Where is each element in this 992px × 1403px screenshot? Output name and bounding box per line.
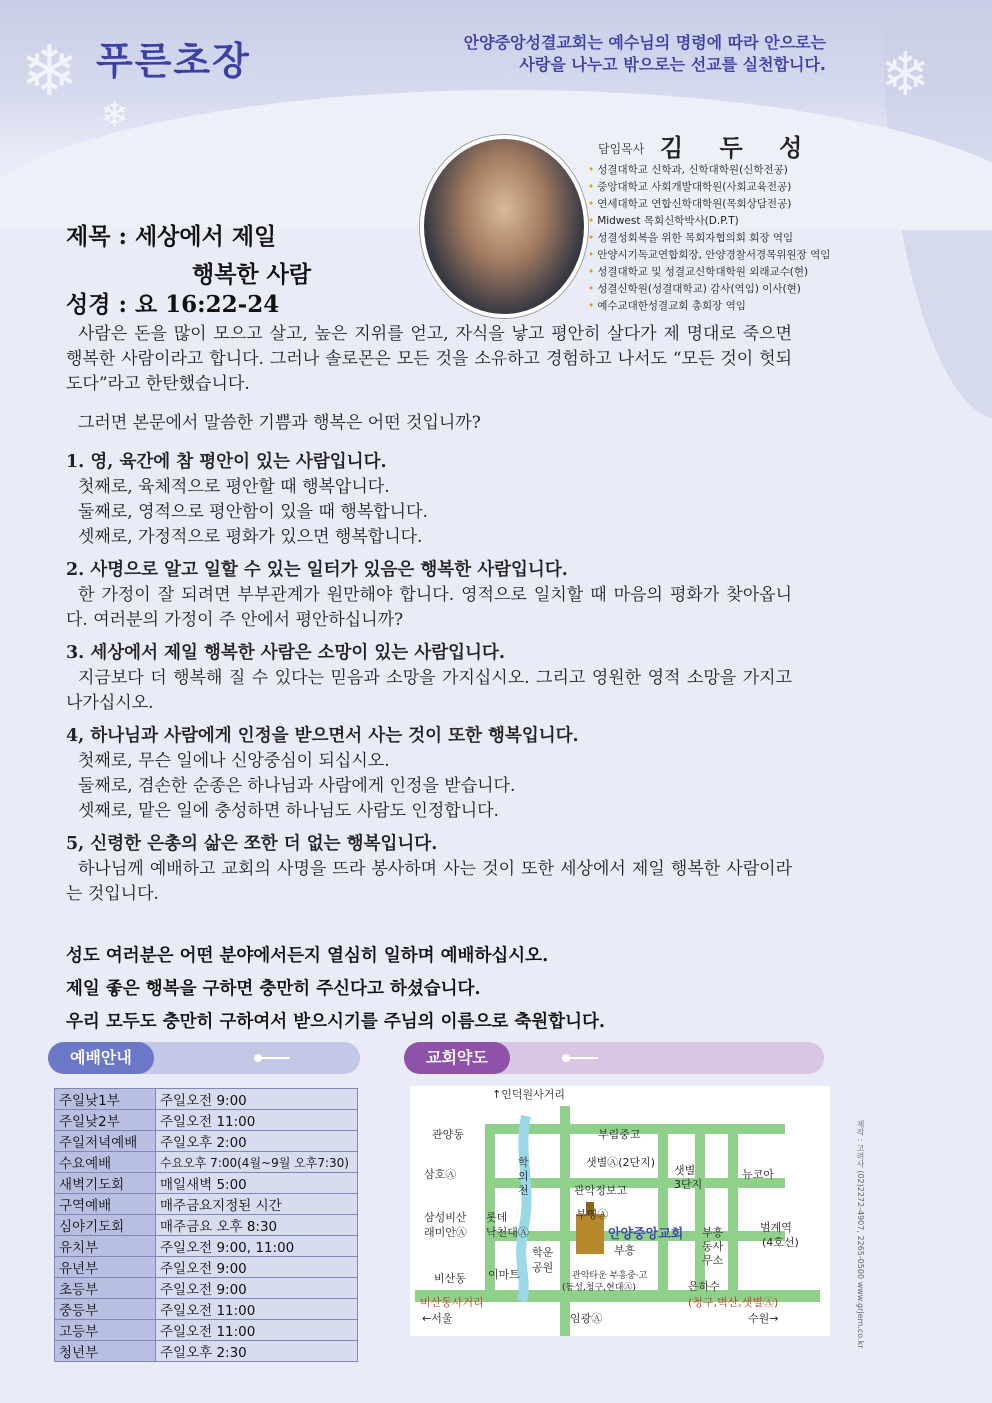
service-name: 초등부: [55, 1278, 156, 1299]
point-line: 둘째로, 영적으로 평안함이 있을 때 행복합니다.: [78, 502, 428, 522]
table-row: [55, 1131, 358, 1152]
pastor-label: 담임목사: [598, 142, 645, 156]
map-label: (4호선): [762, 1236, 799, 1249]
credential-item: • 성결신학원(성결대학교) 감사(역임) 이사(현): [588, 281, 888, 298]
worship-section-bar: [48, 1042, 360, 1074]
map-label: 부림중고: [598, 1128, 641, 1141]
pastor-photo: [420, 135, 588, 318]
credential-item: • Midwest 목회신학박사(D.P.T): [588, 213, 888, 230]
sermon-scripture: 성경 : 요 16:22-24: [66, 291, 280, 318]
map-label: 무소: [702, 1254, 724, 1267]
point-line: 셋째로, 가정적으로 평화가 있으면 행복합니다.: [78, 527, 423, 547]
point-body: 한 가정이 잘 되려면 부부관계가 원만해야 합니다. 영적으로 일치할 때 마음의 평화가 찾아옵니다. 여러분의 가정이 주 안에서 평안하십니까?: [66, 585, 792, 630]
point-line: 둘째로, 겸손한 순종은 하나님과 사람에게 인정을 받습니다.: [78, 776, 516, 796]
point-heading: 4, 하나님과 사람에게 인정을 받으면서 사는 것이 또한 행복입니다.: [66, 726, 579, 746]
map-label: 비산동사거리: [420, 1296, 484, 1309]
map-label: 부흥: [614, 1244, 636, 1257]
church-motto: [464, 32, 826, 76]
map-label: 관악정보고: [574, 1184, 628, 1197]
service-time: 매주금요지정된 시간: [156, 1194, 358, 1215]
service-time: 주일오후 2:00: [156, 1131, 358, 1152]
worship-heading: 예배안내: [48, 1042, 154, 1074]
motto-line: 안양중앙성결교회는 예수님의 명령에 따라 안으로는: [463, 33, 826, 52]
service-name: 새벽기도회: [55, 1173, 156, 1194]
point-line: 첫째로, 무슨 일에나 신앙중심이 되십시오.: [78, 751, 390, 771]
service-name: 유년부: [55, 1257, 156, 1278]
pastor-name: 김 두 성: [660, 134, 817, 162]
map-label: 관양동: [432, 1128, 464, 1141]
service-time: 매주금요 오후 8:30: [156, 1215, 358, 1236]
map-label: 관악타운 부흥중·고: [572, 1271, 648, 1281]
printer-credit: 제작 : 고려사 (02)2272-4907, 2265-0500 www.grjem.co.kr: [856, 1120, 865, 1349]
map-label: 삼성비산: [424, 1211, 467, 1224]
map-heading: 교회약도: [404, 1042, 510, 1074]
pastor-credentials: [588, 162, 888, 315]
map-label: 뉴코아: [742, 1168, 774, 1181]
motto-line: 사랑을 나누고 밖으로는 선교를 실천합니다.: [519, 55, 826, 74]
map-label: 의: [518, 1170, 529, 1183]
service-time: 주일오전 9:00, 11:00: [156, 1236, 358, 1257]
road: [560, 1106, 570, 1336]
map-label: 부영Ⓐ: [576, 1208, 609, 1221]
table-row: [55, 1089, 358, 1110]
service-name: 유치부: [55, 1236, 156, 1257]
table-row: [55, 1341, 358, 1362]
point-body: 지금보다 더 행복해 질 수 있다는 믿음과 소망을 가지십시오. 그리고 영원한 영적 소망을 가지고 나가십시오.: [66, 668, 792, 713]
worship-schedule-table: [54, 1088, 358, 1362]
table-row: [55, 1257, 358, 1278]
service-time: 주일오전 11:00: [156, 1299, 358, 1320]
map-label: 샛별Ⓐ(2단지): [586, 1156, 656, 1169]
credential-item: • 연세대학교 연합신학대학원(목회상담전공): [588, 196, 888, 213]
map-label: 3단지: [674, 1178, 703, 1191]
credential-item: • 안양시기독교연합회장, 안양경찰서경목위원장 역임: [588, 247, 888, 264]
snowflake-icon: ❄: [100, 95, 129, 135]
service-time: 주일오전 9:00: [156, 1089, 358, 1110]
map-label: 학: [518, 1156, 529, 1169]
bullet-line-icon: [566, 1057, 598, 1059]
map-label: 삼호Ⓐ: [424, 1168, 457, 1181]
map-label: 부흥: [702, 1226, 724, 1239]
table-row: [55, 1320, 358, 1341]
table-row: [55, 1236, 358, 1257]
point-body: 하나님께 예배하고 교회의 사명을 뜨라 봉사하며 사는 것이 또한 세상에서 제일 행복한 사람이라는 것입니다.: [66, 859, 792, 904]
service-name: 주일낮1부: [55, 1089, 156, 1110]
bulletin-brand-title: 푸른초장: [96, 39, 251, 83]
point-heading: 3. 세상에서 제일 행복한 사람은 소망이 있는 사람입니다.: [66, 643, 505, 663]
map-label: 은하수: [688, 1280, 720, 1293]
point-line: 첫째로, 육체적으로 평안할 때 행복압니다.: [78, 477, 390, 497]
sermon-question: 그러면 본문에서 말씀한 기쁨과 행복은 어떤 것입니까?: [78, 413, 481, 433]
point-line: 셋째로, 맡은 일에 충성하면 하나님도 사람도 인정합니다.: [78, 801, 499, 821]
map-label: 낙천대Ⓐ: [486, 1226, 529, 1239]
map-label: 천: [518, 1184, 529, 1197]
map-label: 이마트: [488, 1268, 520, 1281]
service-time: 주일오전 9:00: [156, 1278, 358, 1299]
service-time: 주일오후 2:30: [156, 1341, 358, 1362]
map-label: ↑인덕원사거리: [492, 1088, 565, 1101]
service-name: 고등부: [55, 1320, 156, 1341]
service-name: 심야기도회: [55, 1215, 156, 1236]
sermon-title-line2: 행복한 사람: [192, 261, 312, 288]
bullet-line-icon: [258, 1057, 290, 1059]
map-label: 동사: [702, 1240, 724, 1253]
map-label: 샛별: [674, 1164, 696, 1177]
church-map-label: 안양중앙교회: [608, 1227, 684, 1242]
map-label: 임광Ⓐ: [570, 1312, 603, 1325]
service-name: 수요예배: [55, 1152, 156, 1173]
map-label: (동성,청구,현대Ⓐ): [562, 1283, 636, 1293]
closing-line: 우리 모두도 충만히 구하여서 받으시기를 주님의 이름으로 축원합니다.: [66, 1012, 605, 1032]
table-row: [55, 1278, 358, 1299]
service-name: 구역예배: [55, 1194, 156, 1215]
road: [658, 1124, 668, 1299]
credential-item: • 성결대학교 및 성결교신학대학원 외래교수(현): [588, 264, 888, 281]
service-name: 주일저녁예배: [55, 1131, 156, 1152]
snowflake-icon: ❄: [20, 30, 79, 112]
closing-line: 제일 좋은 행복을 구하면 충만히 주신다고 하셨습니다.: [66, 979, 481, 999]
point-heading: 5, 신령한 은총의 삶은 쪼한 더 없는 행복입니다.: [66, 834, 438, 854]
map-label: (청구,벽산,샛별Ⓐ): [688, 1296, 779, 1309]
credential-item: • 중앙대학교 사회개발대학원(사회교육전공): [588, 179, 888, 196]
service-time: 수요오후 7:00(4월~9월 오후7:30): [156, 1152, 358, 1173]
map-label: 학운: [532, 1246, 554, 1259]
service-name: 주일낮2부: [55, 1110, 156, 1131]
sermon-body: [66, 322, 792, 907]
service-time: 주일오전 11:00: [156, 1320, 358, 1341]
map-label: 비산동: [434, 1272, 466, 1285]
stream: [521, 1116, 526, 1301]
snowflake-icon: ❄: [880, 40, 931, 110]
map-label: 래미안Ⓐ: [424, 1226, 467, 1239]
sermon-intro: 사람은 돈을 많이 모으고 살고, 높은 지위를 얻고, 자식을 낳고 평안히 살다가 제 명대로 죽으면 행복한 사람이라고 합니다. 그러나 솔로몬은 모든 것을 소유하고 경험하고 나서도 “모든 것이 헛되도다”라고 한탄했습니다.: [66, 324, 792, 394]
road: [728, 1124, 738, 1299]
table-row: [55, 1152, 358, 1173]
table-row: [55, 1110, 358, 1131]
credential-item: • 성결성회복을 위한 목회자협의회 회장 역임: [588, 230, 888, 247]
map-label: 롯데: [486, 1211, 508, 1224]
sermon-closing: [66, 940, 826, 1039]
point-heading: 2. 사명으로 알고 일할 수 있는 일터가 있음은 행복한 사람입니다.: [66, 560, 568, 580]
table-row: [55, 1299, 358, 1320]
service-time: 주일오전 9:00: [156, 1257, 358, 1278]
service-time: 주일오전 11:00: [156, 1110, 358, 1131]
sermon-title: 제목 : 세상에서 제일: [66, 223, 277, 250]
table-row: [55, 1194, 358, 1215]
map-label: 공원: [532, 1261, 554, 1274]
closing-line: 성도 여러분은 어떤 분야에서든지 열심히 일하며 예배하십시오.: [66, 946, 549, 966]
map-label: 수원→: [748, 1312, 779, 1325]
credential-item: • 예수교대한성결교회 총회장 역임: [588, 298, 888, 315]
service-name: 중등부: [55, 1299, 156, 1320]
service-name: 청년부: [55, 1341, 156, 1362]
table-row: [55, 1173, 358, 1194]
point-heading: 1. 영, 육간에 참 평안이 있는 사람입니다.: [66, 452, 387, 472]
road: [695, 1124, 705, 1299]
credential-item: • 성결대학교 신학과, 신학대학원(신학전공): [588, 162, 888, 179]
church-map: [410, 1086, 830, 1336]
map-label: ←서울: [422, 1312, 453, 1325]
map-label: 범계역: [760, 1221, 792, 1234]
map-section-bar: [404, 1042, 824, 1074]
table-row: [55, 1215, 358, 1236]
service-time: 매일새벽 5:00: [156, 1173, 358, 1194]
